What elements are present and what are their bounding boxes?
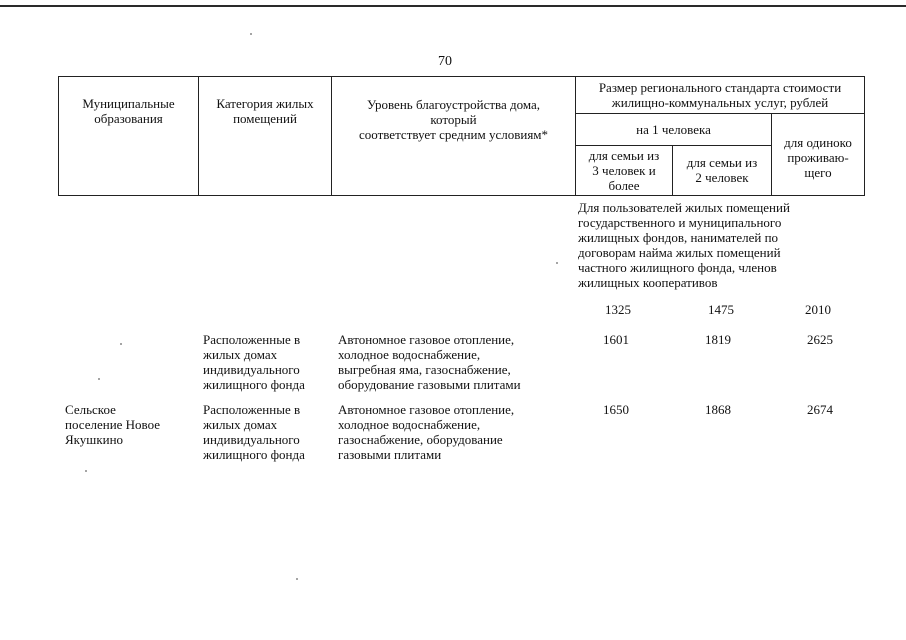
row-category-line: индивидуального <box>203 432 300 447</box>
scan-speck <box>250 33 252 35</box>
header-family3 <box>576 148 672 193</box>
scan-speck <box>120 343 122 345</box>
scan-speck <box>296 578 298 580</box>
header-bottom-border <box>58 195 864 196</box>
header-single-line3: щего <box>804 165 832 180</box>
base-value-family2: 1475 <box>708 302 734 317</box>
row-category-line: жилых домах <box>203 417 278 432</box>
scan-speck <box>98 378 100 380</box>
row-amenities <box>338 402 514 462</box>
row-municipality <box>65 402 160 447</box>
base-value-single: 2010 <box>805 302 831 317</box>
row-amenities <box>338 332 521 392</box>
header-per-person: на 1 человека <box>636 122 711 137</box>
header-amenities-line1: Уровень благоустройства дома, <box>366 97 541 112</box>
users-note <box>578 200 858 290</box>
row-value-single: 2674 <box>807 402 833 417</box>
header-amenities-line3: соответствует средним условиям* <box>358 127 549 142</box>
base-value-family3: 1325 <box>605 302 631 317</box>
header-municipality <box>58 96 199 126</box>
users-note-line: государственного и муниципального <box>578 215 782 230</box>
header-category-line2: помещений <box>233 111 297 126</box>
header-family2-line1: для семьи из <box>686 155 758 170</box>
row-amenities-line: Автономное газовое отопление, <box>338 402 515 417</box>
header-category <box>199 96 331 126</box>
header-family2 <box>673 155 771 185</box>
row-municipality-line: Якушкино <box>65 432 124 447</box>
header-standard-line1: Размер регионального стандарта стоимости <box>598 80 842 95</box>
row-municipality-line: Сельское <box>65 402 116 417</box>
header-municipality-line1: Муниципальные <box>82 96 175 111</box>
row-amenities-line: газоснабжение, оборудование <box>338 432 503 447</box>
header-amenities <box>332 97 575 142</box>
row-amenities-line: газовыми плитами <box>338 447 442 462</box>
row-municipality-line: поселение Новое <box>65 417 161 432</box>
header-divider-standard <box>575 113 864 114</box>
header-divider-per-person <box>575 145 771 146</box>
row-amenities-line: Автономное газовое отопление, <box>338 332 515 347</box>
header-family2-line2: 2 человек <box>695 170 749 185</box>
row-category <box>203 332 305 392</box>
scan-speck <box>556 262 558 264</box>
row-amenities-line: холодное водоснабжение, <box>338 417 481 432</box>
row-value-family2: 1868 <box>705 402 731 417</box>
header-top-border <box>58 76 864 77</box>
row-category-line: жилищного фонда <box>203 447 305 462</box>
header-family3-line2: 3 человек и <box>592 163 656 178</box>
row-value-family2: 1819 <box>705 332 731 347</box>
row-category-line: жилищного фонда <box>203 377 305 392</box>
users-note-line: частного жилищного фонда, членов <box>578 260 777 275</box>
row-category <box>203 402 305 462</box>
header-single <box>772 135 864 180</box>
header-family3-line3: более <box>608 178 640 193</box>
row-amenities-line: выгребная яма, газоснабжение, <box>338 362 511 377</box>
page-number: 70 <box>438 54 452 69</box>
scan-speck <box>85 470 87 472</box>
header-category-line1: Категория жилых <box>216 96 314 111</box>
row-value-family3: 1601 <box>603 332 629 347</box>
header-standard-line2: жилищно-коммунальных услуг, рублей <box>611 95 829 110</box>
header-left-border <box>58 76 59 196</box>
row-category-line: жилых домах <box>203 347 278 362</box>
header-family3-line1: для семьи из <box>588 148 660 163</box>
row-category-line: Расположенные в <box>203 332 301 347</box>
header-municipality-line2: образования <box>94 111 163 126</box>
header-right-border <box>864 76 865 196</box>
header-amenities-line2: который <box>430 112 477 127</box>
row-category-line: индивидуального <box>203 362 300 377</box>
users-note-line: жилищных кооперативов <box>578 275 718 290</box>
users-note-line: жилищных фондов, нанимателей по <box>578 230 779 245</box>
header-divider-1 <box>198 76 199 196</box>
header-single-line1: для одиноко <box>784 135 852 150</box>
row-amenities-line: оборудование газовыми плитами <box>338 377 521 392</box>
scan-top-border <box>0 5 906 7</box>
row-amenities-line: холодное водоснабжение, <box>338 347 481 362</box>
users-note-line: Для пользователей жилых помещений <box>578 200 790 215</box>
header-standard <box>576 80 864 110</box>
header-single-line2: проживаю- <box>787 150 849 165</box>
users-note-line: договорам найма жилых помещений <box>578 245 781 260</box>
row-value-single: 2625 <box>807 332 833 347</box>
row-category-line: Расположенные в <box>203 402 301 417</box>
row-value-family3: 1650 <box>603 402 629 417</box>
